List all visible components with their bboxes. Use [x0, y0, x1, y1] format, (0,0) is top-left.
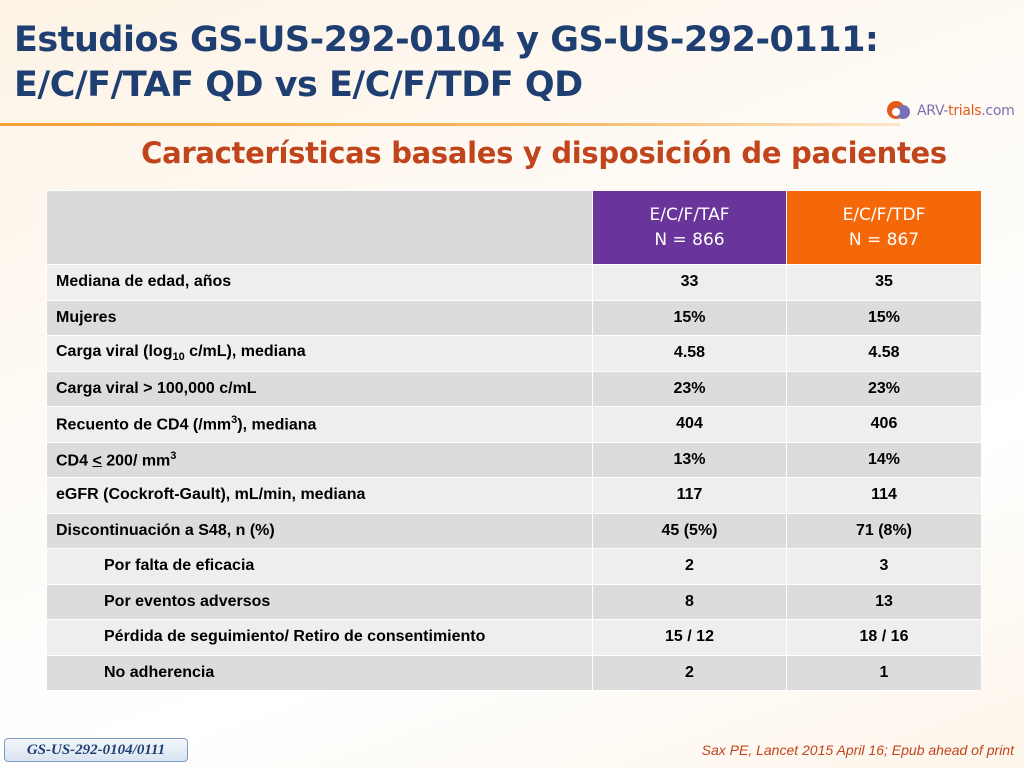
taf-value: 2 [593, 655, 787, 691]
taf-value: 23% [593, 371, 787, 407]
baseline-characteristics-table [46, 190, 982, 691]
header-divider [0, 123, 900, 126]
arv-trials-logo [887, 98, 1017, 124]
tdf-value: 15% [787, 300, 982, 336]
row-label: CD4 < 200/ $mm^3$ [47, 442, 593, 478]
table-row [47, 584, 982, 620]
tdf-value: 1 [787, 655, 982, 691]
taf-value: 8 [593, 584, 787, 620]
tdf-value: 35 [787, 265, 982, 301]
row-label: No adherencia [47, 655, 593, 691]
row-label: Discontinuación a S48, n (%) [47, 513, 593, 549]
row-label: Mujeres [47, 300, 593, 336]
table-header-row [47, 191, 982, 265]
tdf-value: 18 / 16 [787, 620, 982, 656]
column-header-tdf-name: E/C/F/TDF [842, 204, 926, 225]
table-row [47, 655, 982, 691]
taf-value: 117 [593, 478, 787, 514]
taf-value: 2 [593, 549, 787, 585]
column-header-tdf [787, 191, 982, 265]
column-header-taf-n: N = 866 [654, 229, 725, 250]
table-row [47, 300, 982, 336]
tdf-value: 3 [787, 549, 982, 585]
tdf-value: 4.58 [787, 336, 982, 372]
tdf-value: 13 [787, 584, 982, 620]
row-label: Carga viral > 100,000 c/mL [47, 371, 593, 407]
taf-value: 13% [593, 442, 787, 478]
row-label: Por eventos adversos [47, 584, 593, 620]
column-header-taf [593, 191, 787, 265]
row-label: Pérdida de seguimiento/ Retiro de consentimiento [47, 620, 593, 656]
taf-value: 45 (5%) [593, 513, 787, 549]
row-label: Recuento de CD4 $(/mm^3)$, mediana [47, 407, 593, 443]
row-label: Por falta de eficacia [47, 549, 593, 585]
tdf-value: 14% [787, 442, 982, 478]
tdf-value: 406 [787, 407, 982, 443]
citation-text: Sax PE, Lancet 2015 April 16; Epub ahead of print [701, 742, 1014, 758]
tdf-value: 114 [787, 478, 982, 514]
header-blank-cell [47, 191, 593, 265]
row-label: eGFR (Cockroft-Gault), mL/min, mediana [47, 478, 593, 514]
table-row [47, 407, 982, 443]
table-row [47, 371, 982, 407]
slide-title-line1: Estudios GS-US-292-0104 y GS-US-292-0111: [14, 20, 879, 60]
table-row [47, 336, 982, 372]
tdf-value: 23% [787, 371, 982, 407]
tdf-value: 71 (8%) [787, 513, 982, 549]
row-label: Mediana de edad, años [47, 265, 593, 301]
slide-title [14, 18, 878, 108]
column-header-tdf-n: N = 867 [848, 229, 920, 250]
table-row [47, 265, 982, 301]
table-row [47, 513, 982, 549]
column-header-taf-name: E/C/F/TAF [649, 204, 730, 225]
slide-title-line2: E/C/F/TAF QD vs E/C/F/TDF QD [14, 65, 583, 105]
arv-trials-logo-icon [887, 99, 917, 123]
table-row [47, 620, 982, 656]
taf-value: 15% [593, 300, 787, 336]
taf-value: 4.58 [593, 336, 787, 372]
row-label: Carga viral ($\log_{10}$ c/mL), mediana [47, 336, 593, 372]
arv-trials-logo-text: ARV-trials.com [917, 103, 1015, 119]
taf-value: 404 [593, 407, 787, 443]
table-row [47, 549, 982, 585]
section-subtitle: Características basales y disposición de pacientes [141, 136, 947, 170]
table-row [47, 478, 982, 514]
taf-value: 33 [593, 265, 787, 301]
taf-value: 15 / 12 [593, 620, 787, 656]
table-row [47, 442, 982, 478]
study-tag: GS-US-292-0104/0111 [4, 738, 188, 762]
